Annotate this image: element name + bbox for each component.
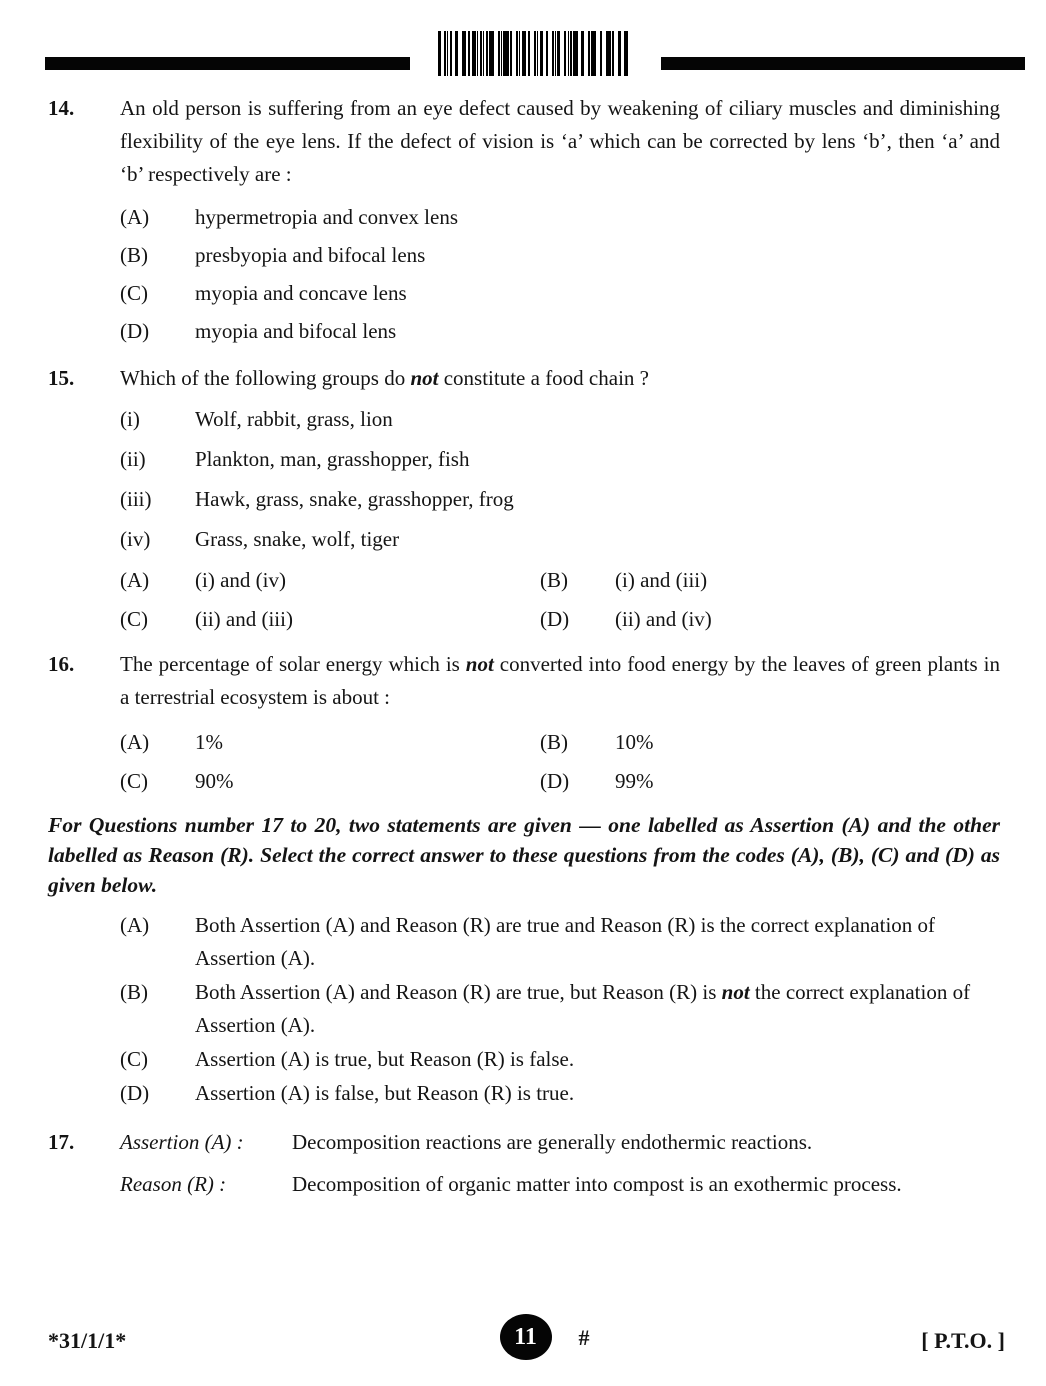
question-16-body (120, 648, 1000, 798)
question-17-body (120, 1126, 1000, 1201)
option-text: 1% (195, 730, 223, 754)
question-14-number: 14. (48, 96, 75, 120)
option-text: (i) and (iii) (615, 568, 708, 592)
code-text: Assertion (A) is false, but Reason (R) is true. (195, 1081, 575, 1105)
question-15-number: 15. (48, 366, 75, 390)
assertion-text: Decomposition reactions are generally endothermic reactions. (292, 1130, 813, 1154)
item-text: Wolf, rabbit, grass, lion (195, 407, 393, 431)
option-label: (D) (540, 769, 570, 793)
question-15-items (120, 403, 1000, 556)
paper-code: *31/1/1* (48, 1328, 127, 1353)
left-rule-bar (45, 57, 410, 70)
page-number-badge: 11 (500, 1314, 552, 1360)
list-item (120, 443, 1000, 476)
question-14-text: An old person is suffering from an eye defect caused by weakening of ciliary muscles and diminishing flexibility of the eye lens. If the defect of vision is ‘a’ which can be corrected by lens ‘b’, then ‘a’ and ‘b’ respectively are : (120, 96, 1000, 186)
right-rule-bar (661, 57, 1025, 70)
hash-mark: # (578, 1324, 590, 1350)
code-label: (C) (120, 1047, 148, 1071)
option-row (120, 726, 540, 759)
option-row (120, 765, 540, 798)
emphasized-word: not (410, 366, 439, 390)
option-text: (i) and (iv) (195, 568, 286, 592)
option-label: (B) (120, 243, 148, 267)
emphasized-word: not (465, 652, 494, 676)
option-text: hypermetropia and convex lens (195, 205, 458, 229)
option-text: presbyopia and bifocal lens (195, 243, 426, 267)
item-label: (iv) (120, 527, 151, 551)
page-content (48, 82, 1000, 1201)
question-16-number: 16. (48, 652, 75, 676)
footer-center (500, 1314, 590, 1360)
assertion-row (120, 1126, 1000, 1159)
item-label: (ii) (120, 447, 146, 471)
code-label: (A) (120, 913, 150, 937)
option-row (540, 726, 1000, 759)
code-text: Both Assertion (A) and Reason (R) are true and Reason (R) is the correct explanation of Assertion (A). (195, 913, 936, 970)
code-text: Assertion (A) is true, but Reason (R) is false. (195, 1047, 575, 1071)
option-row (120, 603, 540, 636)
text-part: converted into food energy by the leaves of green plants in a terrestrial ecosystem is about : (120, 652, 1000, 709)
text-part: Which of the following groups do (120, 366, 411, 390)
question-16-options (120, 720, 1000, 798)
pto-label: [ P.T.O. ] (921, 1328, 1005, 1353)
item-text: Hawk, grass, snake, grasshopper, frog (195, 487, 514, 511)
code-row (120, 976, 1000, 1042)
question-14-options (120, 201, 1000, 348)
list-item (120, 483, 1000, 516)
question-14 (48, 92, 1000, 348)
option-label: (A) (120, 205, 150, 229)
page-footer (48, 1314, 1005, 1364)
option-label: (B) (540, 730, 568, 754)
emphasized-word: not (721, 980, 750, 1004)
question-15 (48, 362, 1000, 636)
text-part: constitute a food chain ? (438, 366, 649, 390)
option-text: myopia and concave lens (195, 281, 407, 305)
question-16-text (120, 648, 1000, 714)
list-item (120, 523, 1000, 556)
barcode (438, 31, 629, 76)
option-label: (A) (120, 568, 150, 592)
option-label: (C) (120, 769, 148, 793)
code-label: (B) (120, 980, 148, 1004)
code-text (195, 976, 1000, 1042)
option-text: 90% (195, 769, 234, 793)
option-text: 10% (615, 730, 654, 754)
option-row (120, 277, 1000, 310)
item-label: (i) (120, 407, 140, 431)
reason-label: Reason (R) : (120, 1172, 227, 1196)
question-14-body (120, 92, 1000, 348)
question-16 (48, 648, 1000, 798)
question-17-number: 17. (48, 1130, 75, 1154)
question-15-options (120, 558, 1000, 636)
question-15-body (120, 362, 1000, 636)
reason-text: Decomposition of organic matter into compost is an exothermic process. (292, 1172, 902, 1196)
list-item (120, 403, 1000, 436)
option-label: (A) (120, 730, 150, 754)
code-row (120, 1077, 1000, 1110)
option-label: (C) (120, 607, 148, 631)
page-header (0, 0, 1046, 82)
option-row (120, 201, 1000, 234)
code-label: (D) (120, 1081, 150, 1105)
option-row (120, 315, 1000, 348)
item-text: Plankton, man, grasshopper, fish (195, 447, 470, 471)
text-part: the correct explanation of Assertion (A). (195, 980, 971, 1037)
question-15-text (120, 362, 1000, 395)
code-row (120, 1043, 1000, 1076)
assertion-label: Assertion (A) : (120, 1130, 244, 1154)
option-row (120, 564, 540, 597)
code-row (120, 909, 1000, 975)
option-text: (ii) and (iii) (195, 607, 293, 631)
option-text: myopia and bifocal lens (195, 319, 397, 343)
option-row (540, 603, 1000, 636)
option-label: (C) (120, 281, 148, 305)
option-label: (B) (540, 568, 568, 592)
text-part: Both Assertion (A) and Reason (R) are true, but Reason (R) is (195, 980, 722, 1004)
option-text: 99% (615, 769, 654, 793)
reason-row (120, 1168, 1000, 1201)
answer-codes (48, 909, 1000, 1110)
option-text: (ii) and (iv) (615, 607, 712, 631)
item-label: (iii) (120, 487, 152, 511)
option-row (540, 564, 1000, 597)
option-label: (D) (540, 607, 570, 631)
question-17 (48, 1126, 1000, 1201)
assertion-reason-instruction: For Questions number 17 to 20, two statements are given — one labelled as Assertion (A) and the other labelled as Reason (R). Select the correct answer to these questions from the codes (A), (B), (C) and (D) as given below. (48, 813, 1000, 897)
item-text: Grass, snake, wolf, tiger (195, 527, 400, 551)
option-label: (D) (120, 319, 150, 343)
option-row (120, 239, 1000, 272)
text-part: The percentage of solar energy which is (120, 652, 466, 676)
option-row (540, 765, 1000, 798)
